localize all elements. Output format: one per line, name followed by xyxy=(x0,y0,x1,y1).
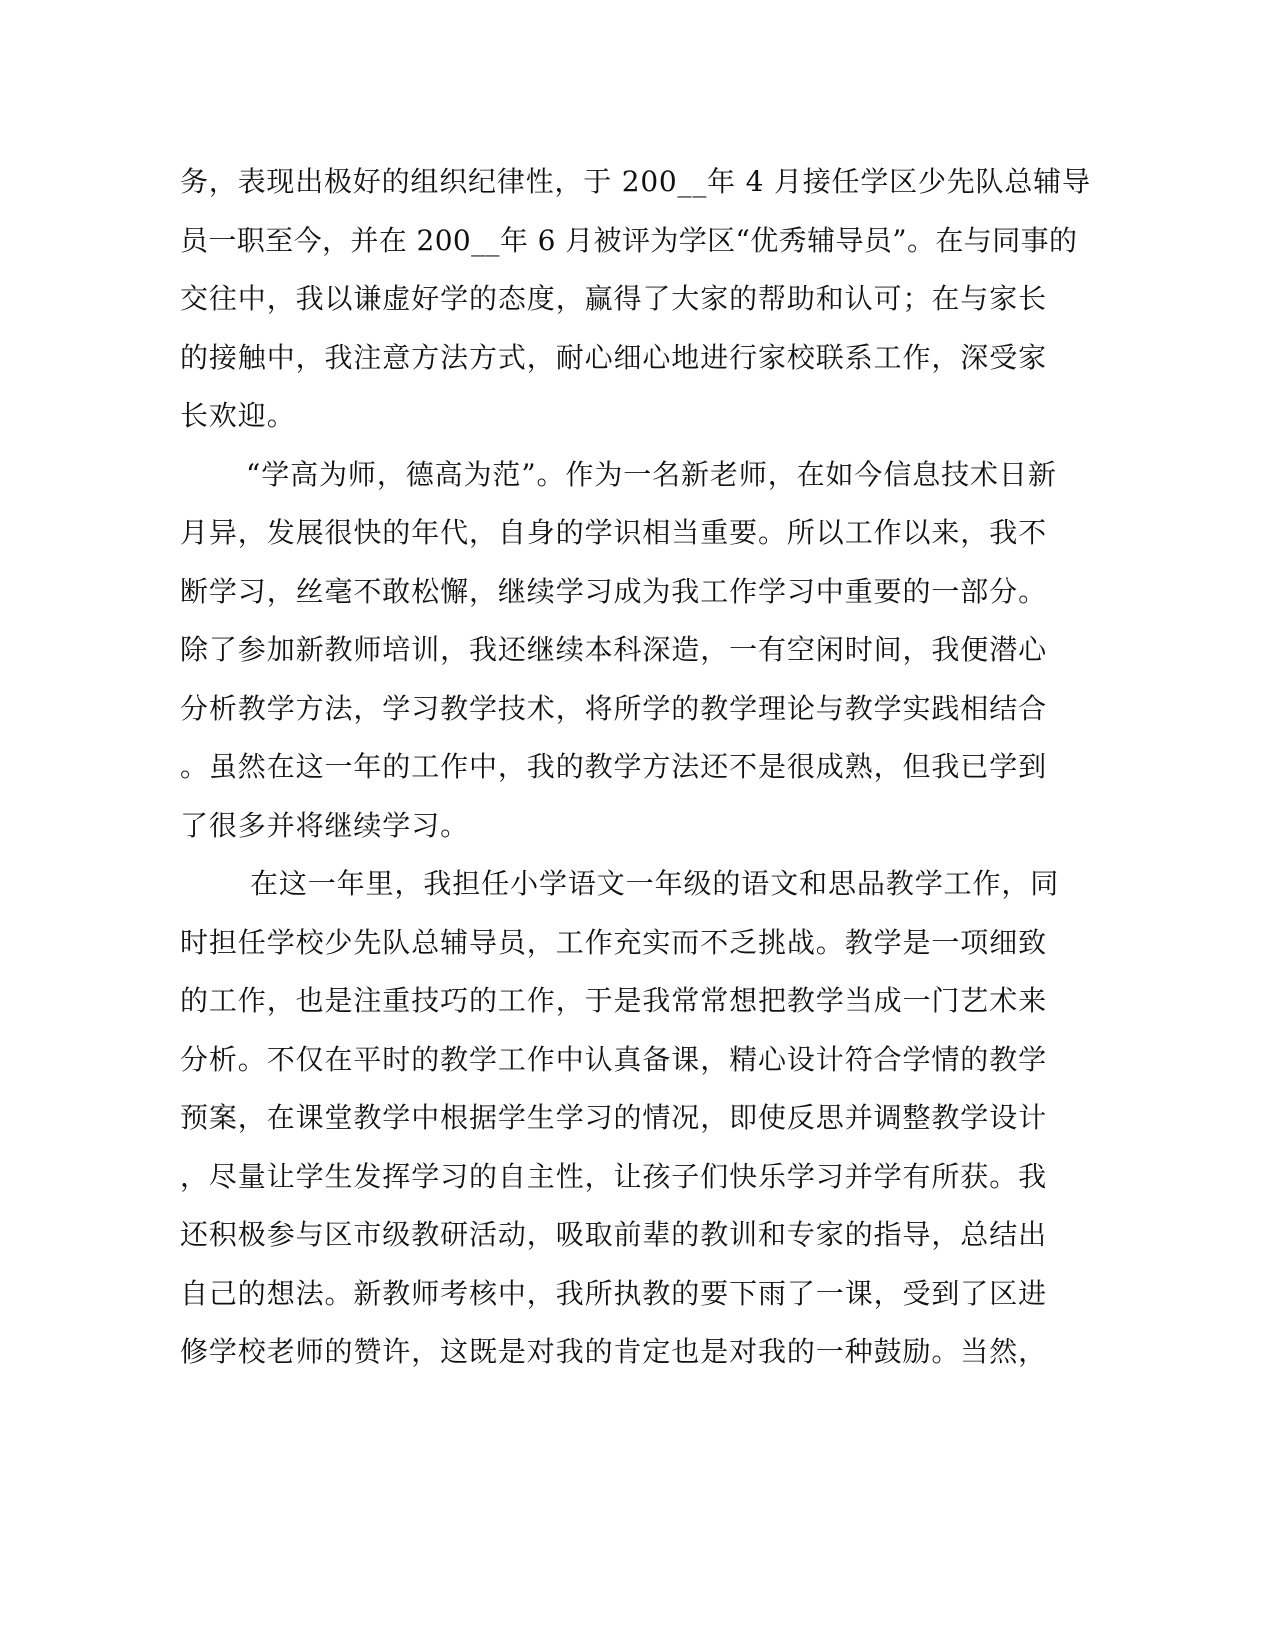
text-line: ，尽量让学生发挥学习的自主性，让孩子们快乐学习并学有所获。我 xyxy=(180,1159,1048,1193)
text-line: 断学习，丝毫不敢松懈，继续学习成为我工作学习中重要的一部分。 xyxy=(180,574,1048,608)
paragraph xyxy=(180,855,1060,1382)
text-line: 时担任学校少先队总辅导员，工作充实而不乏挑战。教学是一项细致 xyxy=(180,925,1048,959)
text-line: 在这一年里，我担任小学语文一年级的语文和思品教学工作，同 xyxy=(250,867,1060,900)
text-line: 月异，发展很快的年代，自身的学识相当重要。所以工作以来，我不 xyxy=(180,516,1048,549)
text-line: 。虽然在这一年的工作中，我的教学方法还不是很成熟，但我已学到 xyxy=(180,750,1048,783)
text-line: 员一职至今，并在 200__年 6 月被评为学区“优秀辅导员”。在与同事的 xyxy=(180,223,1078,257)
text-line: 的接触中，我注意方法方式，耐心细心地进行家校联系工作，深受家 xyxy=(180,340,1048,374)
paragraph xyxy=(180,153,1091,446)
text-line: 分析教学方法，学习教学技术，将所学的教学理论与教学实践相结合 xyxy=(180,691,1048,725)
text-line: “学高为师，德高为范”。作为一名新老师，在如今信息技术日新 xyxy=(246,457,1057,491)
paragraph xyxy=(180,446,1057,856)
text-line: 交往中，我以谦虚好学的态度，赢得了大家的帮助和认可；在与家长 xyxy=(180,282,1048,315)
text-line: 还积极参与区市级教研活动，吸取前辈的教训和专家的指导，总结出 xyxy=(180,1218,1048,1251)
text-line: 的工作，也是注重技巧的工作，于是我常常想把教学当成一门艺术来 xyxy=(180,984,1048,1017)
text-line: 预案，在课堂教学中根据学生学习的情况，即使反思并调整教学设计 xyxy=(180,1101,1048,1134)
text-line: 务，表现出极好的组织纪律性，于 200__年 4 月接任学区少先队总辅导 xyxy=(180,165,1091,198)
text-line: 除了参加新教师培训，我还继续本科深造，一有空闲时间，我便潜心 xyxy=(180,633,1048,666)
text-line: 长欢迎。 xyxy=(180,399,296,432)
text-line: 自己的想法。新教师考核中，我所执教的要下雨了一课，受到了区进 xyxy=(180,1276,1048,1310)
body-text xyxy=(180,153,1091,1382)
text-line: 了很多并将继续学习。 xyxy=(180,808,470,842)
text-line: 修学校老师的赞许，这既是对我的肯定也是对我的一种鼓励。当然， xyxy=(180,1335,1048,1368)
text-line: 分析。不仅在平时的教学工作中认真备课，精心设计符合学情的教学 xyxy=(180,1042,1048,1076)
